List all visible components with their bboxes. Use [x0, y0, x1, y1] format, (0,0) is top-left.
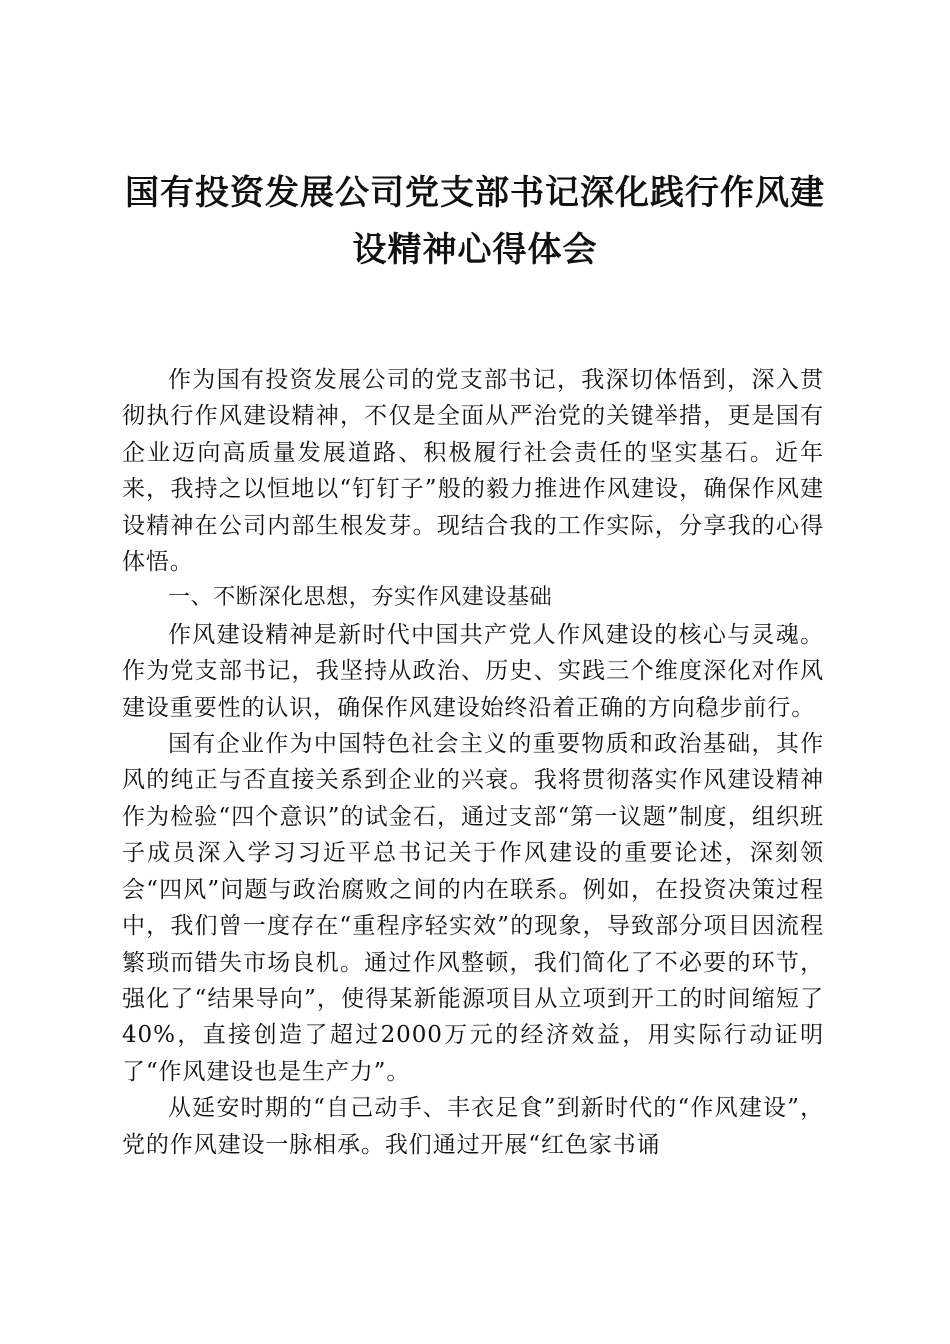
- intro-paragraph: 作为国有投资发展公司的党支部书记，我深切体悟到，深入贯彻执行作风建设精神，不仅是全面从严治党的关键举措，更是国有企业迈向高质量发展道路、积极履行社会责任的坚实基石。近年来，我持之以恒地以“钉钉子”般的毅力推进作风建设，确保作风建设精神在公司内部生根发芽。现结合我的工作实际，分享我的心得体悟。: [122, 367, 824, 576]
- body-paragraph: 国有企业作为中国特色社会主义的重要物质和政治基础，其作风的纯正与否直接关系到企业的兴衰。我将贯彻落实作风建设精神作为检验“四个意识”的试金石，通过支部“第一议题”制度，组织班子成员深入学习习近平总书记关于作风建设的重要论述，深刻领会“四风”问题与政治腐败之间的内在联系。例如，在投资决策过程中，我们曾一度存在“重程序轻实效”的现象，导致部分项目因流程繁琐而错失市场良机。通过作风整顿，我们简化了不必要的环节，强化了“结果导向”，使得某新能源项目从立项到开工的时间缩短了40%，直接创造了超过2000万元的经济效益，用实际行动证明了“作风建设也是生产力”。: [122, 731, 824, 1085]
- body-paragraph: 作风建设精神是新时代中国共产党人作风建设的核心与灵魂。作为党支部书记，我坚持从政治、历史、实践三个维度深化对作风建设重要性的认识，确保作风建设始终沿着正确的方向稳步前行。: [122, 621, 824, 721]
- document-title: 国有投资发展公司党支部书记深化践行作风建设精神心得体会: [125, 173, 825, 270]
- body-paragraph: 从延安时期的“自己动手、丰衣足食”到新时代的“作风建设”，党的作风建设一脉相承。我们通过开展“红色家书诵: [122, 1095, 824, 1158]
- document-body: [122, 362, 824, 1163]
- section-heading: 一、不断深化思想，夯实作风建设基础: [168, 585, 553, 611]
